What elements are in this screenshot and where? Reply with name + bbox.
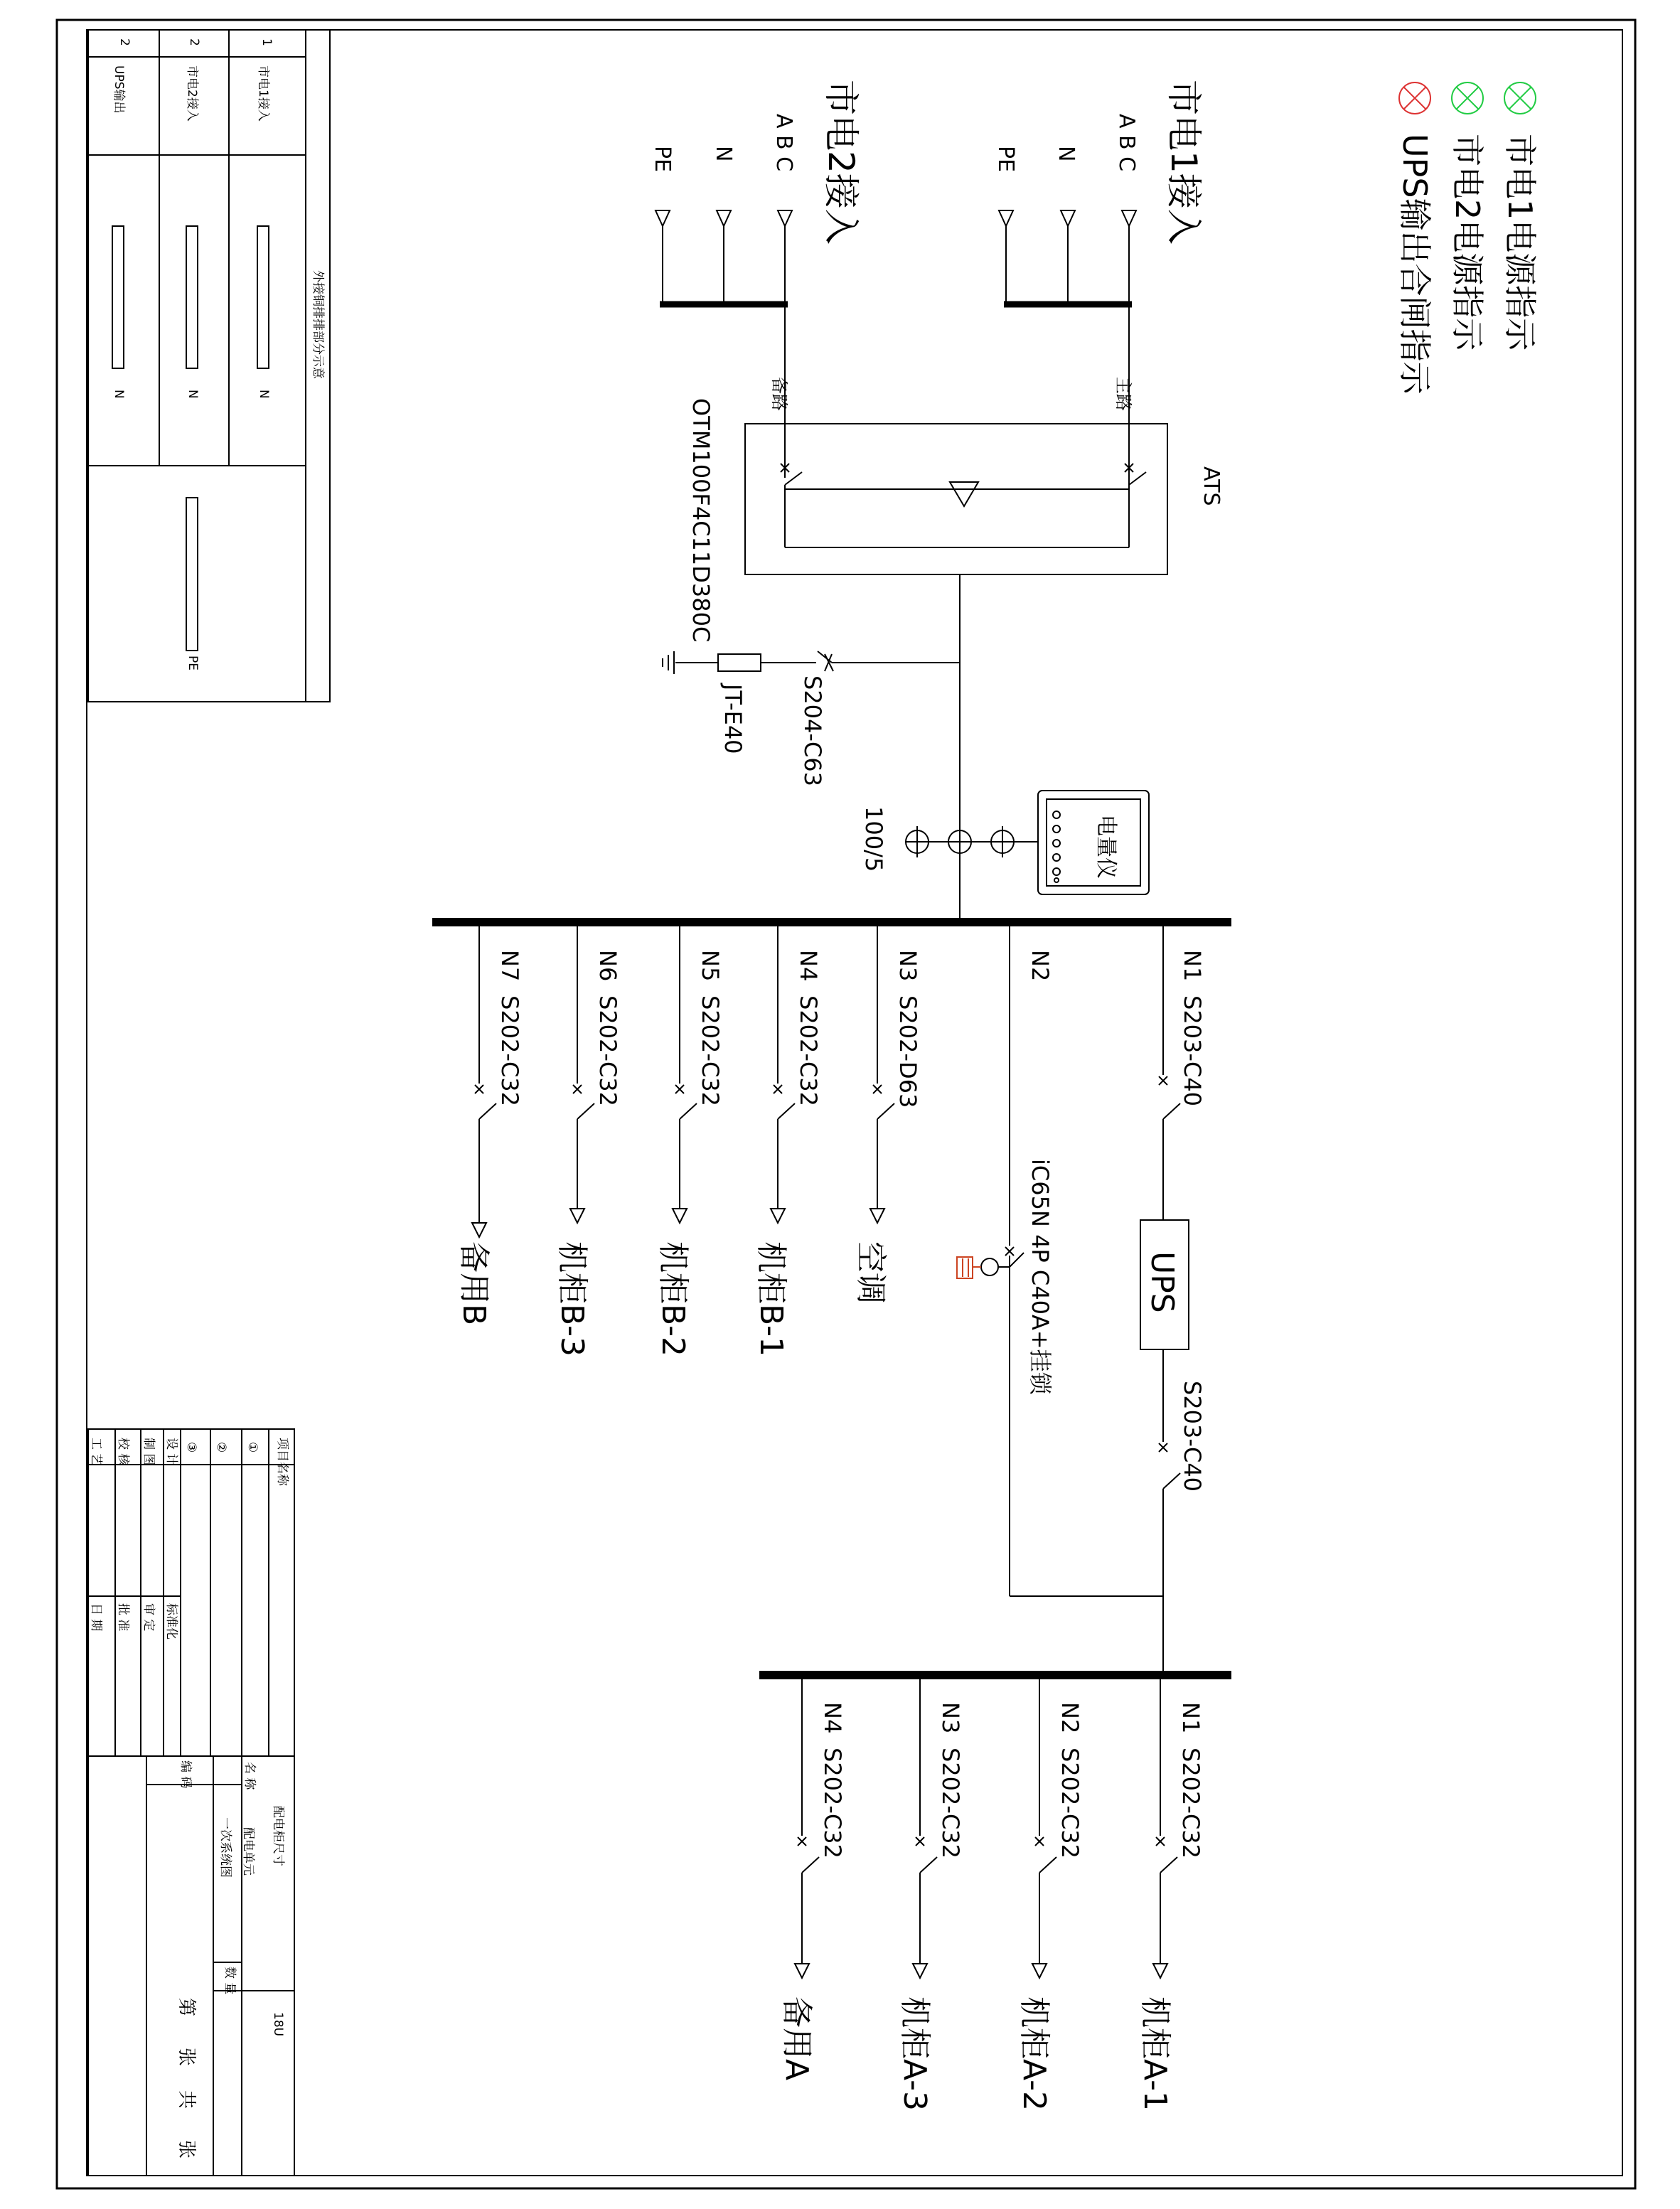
bus-a-n7-no: N7 xyxy=(496,950,523,982)
title-circle-3: ③ xyxy=(184,1442,198,1453)
legend-label-2: 市电2电源指示 xyxy=(1448,134,1487,351)
bus-a-n3-no: N3 xyxy=(894,950,921,982)
surge-breaker: S204-C63 xyxy=(799,675,826,786)
meter-label: 电量仪 xyxy=(1093,815,1118,879)
surge-spd: JT-E40 xyxy=(719,684,747,754)
bus-b-n3-breaker: S202-C32 xyxy=(937,1748,964,1858)
source2-title: 市电2接入 xyxy=(820,80,862,245)
source2-route-label: 备路 xyxy=(769,377,789,411)
surge-branch xyxy=(663,651,960,674)
bus-b-n3-load: 机柜A-3 xyxy=(897,1996,933,2112)
title-role-date: 日 期 xyxy=(89,1603,103,1632)
bus-a-n2-breaker: iC65N 4P C40A+挂锁 xyxy=(1027,1159,1054,1395)
source2-earth: PE xyxy=(650,146,675,173)
source1-terminal-n xyxy=(1061,210,1075,304)
title-size-value: 18U xyxy=(271,2012,285,2037)
indicator-green-icon-cross xyxy=(1456,87,1479,109)
title-sheet-2: 张 xyxy=(176,2048,197,2067)
ground-icon xyxy=(663,651,674,674)
bus-a-feeder-n3 xyxy=(870,922,894,1223)
title-role-check: 校 核 xyxy=(116,1438,130,1466)
source1-title: 市电1接入 xyxy=(1163,80,1204,245)
title-role-process: 工 艺 xyxy=(89,1438,103,1466)
title-circle-1: ① xyxy=(245,1442,260,1453)
source2-terminal-n xyxy=(717,210,731,304)
legend xyxy=(1396,82,1539,395)
ups-out-breaker: S203-C40 xyxy=(1179,1381,1206,1492)
title-name-label: 名 称 xyxy=(242,1762,257,1790)
bus-b-n1-load: 机柜A-1 xyxy=(1137,1996,1173,2112)
copper-row3-index: 2 xyxy=(117,38,132,46)
title-role-ratify: 批 准 xyxy=(116,1603,130,1632)
bus-b-n4-breaker: S202-C32 xyxy=(819,1748,846,1858)
bus-a-feeder-n6 xyxy=(570,922,594,1223)
bus-a-n2-no: N2 xyxy=(1027,950,1054,982)
bus-a-n5-load: 机柜B-2 xyxy=(655,1241,691,1357)
copper-table-title: 外接铜排排部分示意 xyxy=(311,270,325,379)
source2-terminal-pe xyxy=(656,210,670,304)
copper-row1-n: N xyxy=(257,390,271,399)
legend-item-1 xyxy=(1501,82,1539,351)
source-2 xyxy=(650,80,862,478)
bus-a-n6-load: 机柜B-3 xyxy=(554,1241,590,1357)
bus-a-feeder-n5 xyxy=(673,922,697,1223)
bus-b-n2-breaker: S202-C32 xyxy=(1056,1748,1084,1858)
bus-a-n3-breaker: S202-D63 xyxy=(894,995,921,1108)
padlock-icon xyxy=(957,1257,973,1278)
source1-route-label: 主路 xyxy=(1113,377,1133,411)
source1-phases: A B C xyxy=(1114,114,1139,172)
bus-a-n4-breaker: S202-C32 xyxy=(795,995,822,1106)
source1-terminal-abc xyxy=(1122,210,1136,304)
bus-b-feeder-n3 xyxy=(913,1675,937,1978)
copper-row3-n: N xyxy=(112,390,126,399)
ats-label: ATS xyxy=(1199,466,1224,506)
bus-a-n1-breaker: S203-C40 xyxy=(1179,995,1206,1106)
legend-item-2 xyxy=(1448,82,1487,351)
bus-a-n5-no: N5 xyxy=(697,950,724,982)
title-name-value-2: 一次系统图 xyxy=(218,1817,232,1878)
bus-a-n4-no: N4 xyxy=(795,950,822,982)
indicator-green-icon-cross xyxy=(1509,87,1531,109)
bus-b-feeder-n4 xyxy=(795,1675,819,1978)
copper-bar-table-texts xyxy=(112,38,325,670)
title-project: 项目名称 xyxy=(275,1438,289,1486)
bus-a-n1-no: N1 xyxy=(1179,950,1206,982)
copper-row2-pe: PE xyxy=(186,656,200,670)
title-qty-label: 数 量 xyxy=(223,1967,237,1995)
ct-ratio: 100/5 xyxy=(860,806,887,872)
bus-b-n3-no: N3 xyxy=(937,1702,964,1734)
copper-row1-name: 市电1接入 xyxy=(256,65,270,122)
title-code-label: 编 码 xyxy=(178,1760,193,1789)
bus-b-n4-no: N4 xyxy=(819,1702,846,1734)
source2-neutral: N xyxy=(711,146,736,162)
bus-a-n5-breaker: S202-C32 xyxy=(697,995,724,1106)
bus-a-n6-no: N6 xyxy=(594,950,621,982)
title-sheet-4: 张 xyxy=(176,2140,197,2159)
bus-b-n2-no: N2 xyxy=(1056,1702,1084,1734)
spd-icon xyxy=(718,654,761,671)
title-role-design: 设 计 xyxy=(164,1438,178,1466)
title-sheet-1: 第 xyxy=(176,1998,197,2017)
copper-bar-table xyxy=(88,30,330,702)
title-block-texts xyxy=(89,1438,289,2159)
title-name-value-1: 配电单元 xyxy=(241,1827,255,1876)
title-sheet-3: 共 xyxy=(176,2090,197,2109)
bus-b-feeder-n2 xyxy=(1032,1675,1056,1978)
copper-row2-n: N xyxy=(186,390,200,399)
bus-b-n4-load: 备用A xyxy=(779,1996,815,2081)
bus-a-n7-load: 备用B xyxy=(456,1241,492,1326)
bus-b-feeder-n1 xyxy=(1153,1675,1177,1978)
bus-a-n4-load: 机柜B-1 xyxy=(753,1241,789,1357)
copper-row1-index: 1 xyxy=(260,38,274,46)
title-size-label: 配电柜尺寸 xyxy=(271,1806,285,1866)
source2-terminal-abc xyxy=(778,210,792,304)
copper-row2-name: 市电2接入 xyxy=(185,65,199,122)
legend-item-3 xyxy=(1396,82,1434,395)
ups-label: UPS xyxy=(1144,1251,1180,1313)
bus-a-n6-breaker: S202-C32 xyxy=(594,995,621,1106)
bus-a-feeder-n4 xyxy=(771,922,795,1223)
indicator-red-icon-cross xyxy=(1403,87,1426,109)
copper-row3-name: UPS输出 xyxy=(112,65,126,114)
source1-earth: PE xyxy=(993,146,1018,173)
title-role-drawing: 制 图 xyxy=(141,1438,156,1466)
legend-label-3: UPS输出合闸指示 xyxy=(1396,134,1434,395)
bus-b-n2-load: 机柜A-2 xyxy=(1016,1996,1052,2112)
bus-b-n1-breaker: S202-C32 xyxy=(1177,1748,1204,1858)
bus-a-n3-load: 空调 xyxy=(852,1241,889,1304)
source1-terminal-pe xyxy=(999,210,1013,304)
bus-a-feeder-n2 xyxy=(957,922,1163,1596)
source1-neutral: N xyxy=(1054,146,1079,162)
copper-row2-index: 2 xyxy=(187,38,201,46)
bus-a-n7-breaker: S202-C32 xyxy=(496,995,523,1106)
ats-interlock-icon xyxy=(950,482,978,506)
title-role-standard: 标准化 xyxy=(164,1603,178,1640)
source-1 xyxy=(993,80,1204,478)
legend-label-1: 市电1电源指示 xyxy=(1501,134,1539,351)
bus-a-feeder-n7 xyxy=(472,922,496,1237)
title-role-approve: 审 定 xyxy=(141,1603,156,1632)
ats-model: OTM100F4C11D380C xyxy=(687,398,715,643)
bus-b-n1-no: N1 xyxy=(1177,1702,1204,1734)
title-circle-2: ② xyxy=(214,1442,228,1453)
source2-phases: A B C xyxy=(771,114,796,172)
